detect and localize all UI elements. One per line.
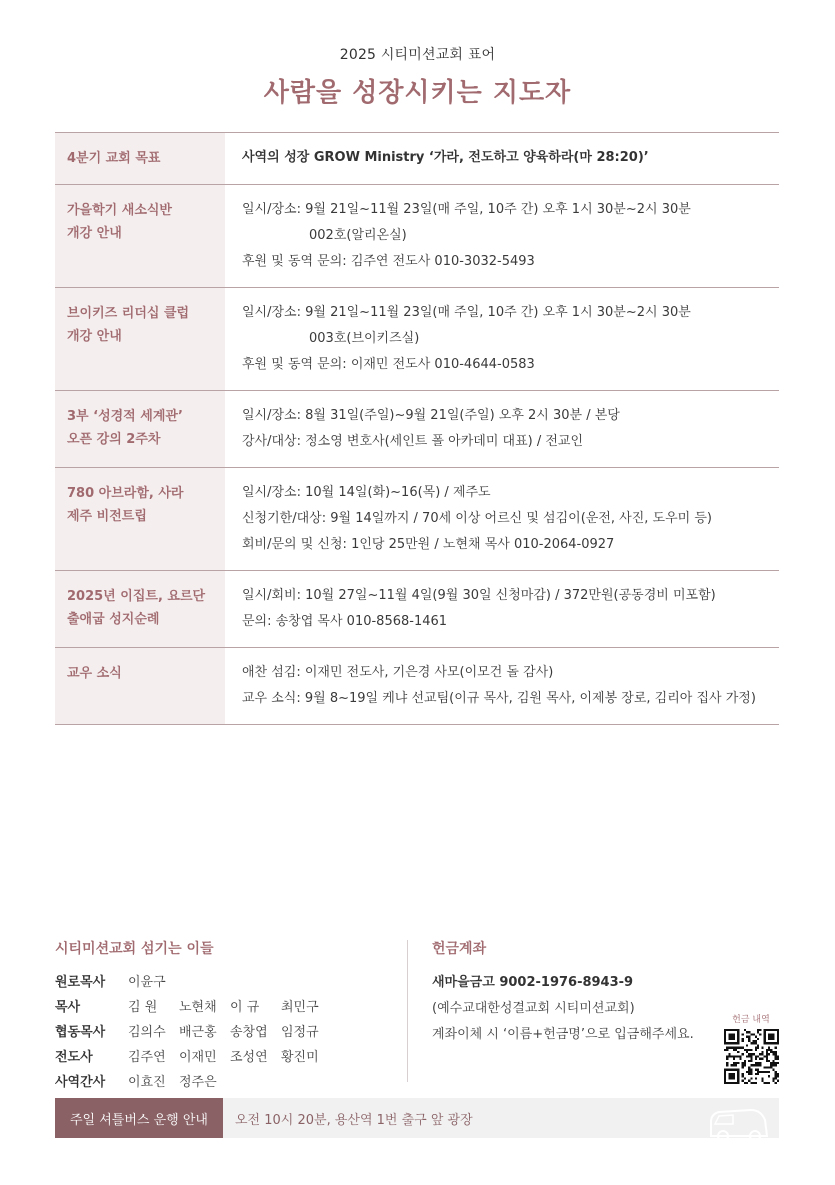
staff-section — [55, 938, 400, 1095]
staff-row — [55, 1020, 400, 1045]
notice-body — [225, 133, 779, 184]
notice-line: 일시/회비: 10월 27일~11월 4일(9월 30일 신청마감) / 372만원(공동경비 미포함) — [242, 588, 716, 603]
staff-row — [55, 1070, 400, 1095]
account-title: 헌금계좌 — [432, 941, 487, 957]
staff-name: 이효진 — [128, 1075, 166, 1090]
notice-row — [55, 571, 779, 648]
account-section — [432, 938, 779, 1048]
staff-name: 조성연 — [230, 1050, 268, 1065]
notice-row — [55, 648, 779, 725]
staff-row — [55, 970, 400, 995]
header — [0, 44, 835, 109]
staff-role: 원로목사 — [55, 975, 106, 990]
notice-line: 003호(브이키즈실) — [309, 331, 420, 346]
notice-row — [55, 468, 779, 571]
staff-row — [55, 1045, 400, 1070]
notice-title: 교우 소식 — [55, 648, 225, 724]
account-instruction: 계좌이체 시 ‘이름+헌금명’으로 입금해주세요. — [432, 1027, 694, 1042]
notice-line: 강사/대상: 정소영 변호사(세인트 폴 아카데미 대표) / 전교인 — [242, 434, 584, 449]
notice-line: 일시/장소: 9월 21일~11월 23일(매 주일, 10주 간) 오후 1시 30분~2시 30분 — [242, 202, 691, 217]
staff-name: 이재민 — [179, 1050, 217, 1065]
notice-body — [225, 288, 779, 390]
staff-list — [55, 970, 400, 1095]
staff-name: 김 원 — [128, 1000, 158, 1015]
staff-names — [128, 995, 332, 1020]
notice-row — [55, 133, 779, 185]
account-holder: (예수교대한성결교회 시티미션교회) — [432, 1001, 635, 1016]
staff-names — [128, 1070, 230, 1095]
staff-name: 배근홍 — [179, 1025, 217, 1040]
shuttle-text: 오전 10시 20분, 용산역 1번 출구 앞 광장 — [235, 1112, 473, 1128]
notice-row — [55, 185, 779, 288]
notice-title: 가을학기 새소식반 개강 안내 — [55, 185, 225, 287]
shuttle-banner — [55, 1098, 779, 1138]
notice-line: 신청기한/대상: 9월 14일까지 / 70세 이상 어르신 및 섬김이(운전, 사진, 도우미 등) — [242, 511, 712, 526]
staff-name: 김의수 — [128, 1025, 166, 1040]
notice-title: 2025년 이집트, 요르단 출애굽 성지순례 — [55, 571, 225, 647]
notice-line: 후원 및 동역 문의: 이재민 전도사 010-4644-0583 — [242, 357, 535, 372]
notice-table — [55, 132, 779, 725]
footer — [55, 938, 779, 1090]
notice-row — [55, 391, 779, 468]
staff-row — [55, 995, 400, 1020]
staff-names — [128, 1020, 332, 1045]
qr-code-icon[interactable] — [724, 1029, 779, 1084]
notice-row — [55, 288, 779, 391]
account-number: 새마을금고 9002-1976-8943-9 — [432, 975, 634, 990]
staff-name: 김주연 — [128, 1050, 166, 1065]
staff-title: 시티미션교회 섬기는 이들 — [55, 941, 214, 957]
staff-name: 정주은 — [179, 1075, 217, 1090]
notice-line: 일시/장소: 8월 31일(주일)~9월 21일(주일) 오후 2시 30분 / 본당 — [242, 408, 620, 423]
notice-title: 780 아브라함, 사라 제주 비전트립 — [55, 468, 225, 570]
notice-title: 3부 ‘성경적 세계관’ 오픈 강의 2주차 — [55, 391, 225, 467]
notice-line: 002호(알리온실) — [309, 228, 407, 243]
staff-name: 이윤구 — [128, 975, 166, 990]
notice-body — [225, 391, 779, 467]
notice-title: 4분기 교회 목표 — [55, 133, 225, 184]
staff-names — [128, 1045, 332, 1070]
staff-role: 전도사 — [55, 1050, 93, 1065]
staff-name: 황진미 — [281, 1050, 319, 1065]
motto-subtitle: 2025 시티미션교회 표어 — [339, 47, 496, 63]
motto-title: 사람을 성장시키는 지도자 — [263, 78, 572, 108]
notice-body — [225, 571, 779, 647]
staff-name: 송창엽 — [230, 1025, 268, 1040]
notice-line: 애찬 섬김: 이재민 전도사, 기은경 사모(이모건 돌 감사) — [242, 665, 554, 680]
notice-body — [225, 468, 779, 570]
staff-names — [128, 970, 179, 995]
staff-role: 목사 — [55, 1000, 81, 1015]
divider — [407, 940, 408, 1082]
staff-name: 이 규 — [230, 1000, 260, 1015]
staff-name: 노현채 — [179, 1000, 217, 1015]
notice-body — [225, 648, 779, 724]
bus-icon — [707, 1102, 769, 1138]
notice-body — [225, 185, 779, 287]
notice-line: 일시/장소: 10월 14일(화)~16(목) / 제주도 — [242, 485, 491, 500]
notice-line: 일시/장소: 9월 21일~11월 23일(매 주일, 10주 간) 오후 1시 30분~2시 30분 — [242, 305, 691, 320]
notice-line: 교우 소식: 9월 8~19일 케냐 선교팀(이규 목사, 김원 목사, 이제봉 장로, 김리아 집사 가정) — [242, 691, 756, 706]
notice-line: 사역의 성장 GROW Ministry ‘가라, 전도하고 양육하라(마 28:20)’ — [242, 150, 649, 165]
staff-role: 사역간사 — [55, 1075, 106, 1090]
staff-name: 최민구 — [281, 1000, 319, 1015]
shuttle-label: 주일 셔틀버스 운행 안내 — [55, 1098, 223, 1138]
notice-title: 브이키즈 리더십 클럽 개강 안내 — [55, 288, 225, 390]
notice-line: 회비/문의 및 신청: 1인당 25만원 / 노현채 목사 010-2064-0927 — [242, 537, 615, 552]
notice-line: 후원 및 동역 문의: 김주연 전도사 010-3032-5493 — [242, 254, 535, 269]
staff-name: 임정규 — [281, 1025, 319, 1040]
qr-label: 헌금 내역 — [732, 1015, 770, 1025]
notice-line: 문의: 송창엽 목사 010-8568-1461 — [242, 614, 448, 629]
staff-role: 협동목사 — [55, 1025, 106, 1040]
